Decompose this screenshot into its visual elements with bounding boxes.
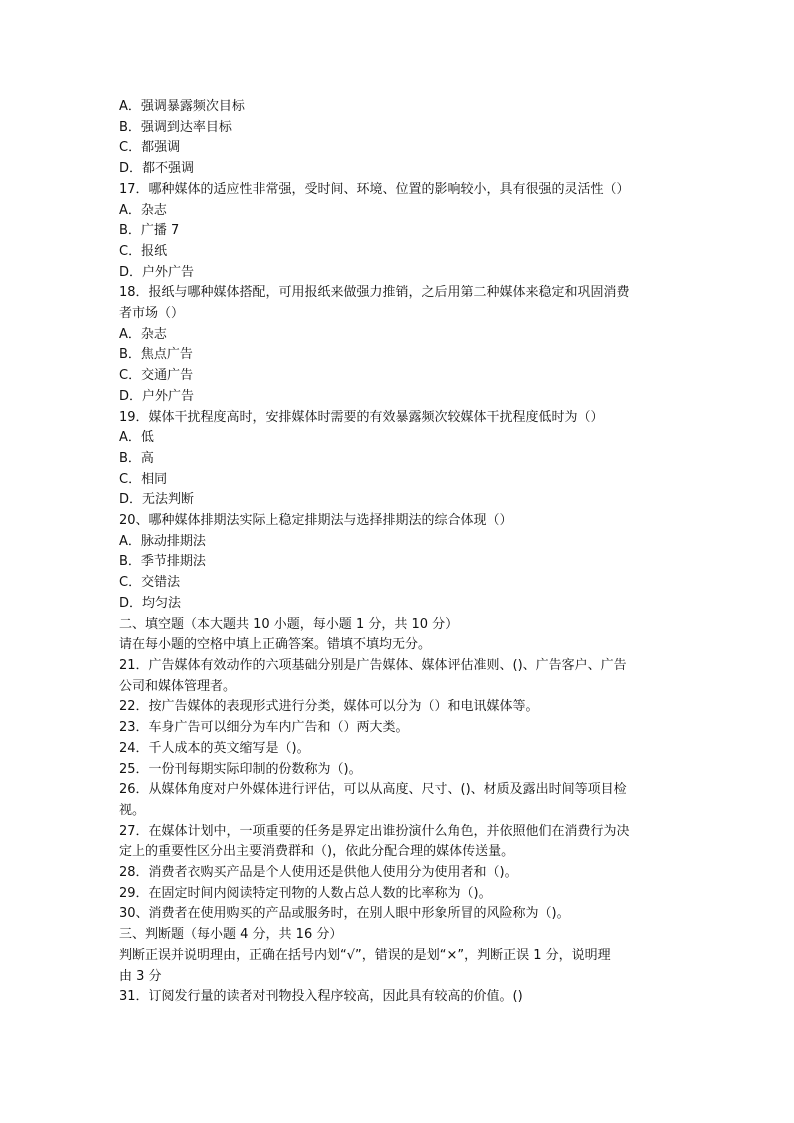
question-29: 29．在固定时间内阅读特定刊物的人数占总人数的比率称为（)。: [119, 885, 492, 901]
question-26-line-1: 26．从媒体角度对户外媒体进行评估，可以从高度、尺寸、()、材质及露出时间等项目检: [119, 782, 627, 798]
question-20: 20、哪种媒体排期法实际上稳定排期法与选择排期法的综合体现（）: [119, 513, 513, 529]
question-30: 30、消费者在使用购买的产品或服务时，在别人眼中形象所冒的风险称为（)。: [119, 906, 570, 922]
question-27-line-1: 27．在媒体计划中，一项重要的任务是界定出谁扮演什么角色，并依照他们在消费行为决: [119, 823, 630, 839]
question-27-line-2: 定上的重要性区分出主要消费群和（)，依此分配合理的媒体传送量。: [119, 844, 515, 860]
q20-option-a: A．脉动排期法: [119, 533, 206, 549]
option-d-line: D．都不强调: [119, 161, 195, 177]
q18-option-c: C．交通广告: [119, 368, 194, 384]
question-18-line-2: 者市场（）: [119, 306, 185, 322]
question-18-line-1: 18．报纸与哪种媒体搭配，可用报纸来做强力推销，之后用第二种媒体来稳定和巩固消费: [119, 285, 630, 301]
question-24: 24．千人成本的英文缩写是（)。: [119, 740, 310, 756]
question-23: 23．车身广告可以细分为车内广告和（）两大类。: [119, 720, 409, 736]
section-fill-blank-heading: 二、填空题（本大题共 10 小题，每小题 1 分，共 10 分）: [119, 616, 459, 632]
section-judgment-instructions-line-1: 判断正误并说明理由，正确在括号内划“√”，错误的是划“×”，判断正误 1 分，说明理: [119, 947, 611, 963]
q18-option-d: D．户外广告: [119, 388, 195, 404]
document-body: [119, 97, 679, 1008]
q18-option-a: A．杂志: [119, 326, 167, 342]
q17-option-a: A．杂志: [119, 202, 167, 218]
q20-option-d: D．均匀法: [119, 595, 182, 611]
q17-option-d: D．户外广告: [119, 264, 195, 280]
q17-option-c: C．报纸: [119, 243, 168, 259]
q19-option-c: C．相同: [119, 471, 168, 487]
question-28: 28．消费者衣购买产品是个人使用还是供他人使用分为使用者和（)。: [119, 865, 518, 881]
option-b-line: B．强调到达率目标: [119, 119, 232, 135]
question-21-line-2: 公司和媒体管理者。: [119, 678, 237, 694]
q19-option-d: D．无法判断: [119, 492, 195, 508]
q20-option-b: B．季节排期法: [119, 554, 206, 570]
question-17: 17．哪种媒体的适应性非常强，受时间、环境、位置的影响较小，具有很强的灵活性（）: [119, 181, 630, 197]
q18-option-b: B．焦点广告: [119, 347, 193, 363]
question-26-line-2: 视。: [119, 802, 146, 818]
question-22: 22．按广告媒体的表现形式进行分类，媒体可以分为（）和电讯媒体等。: [119, 699, 539, 715]
section-fill-blank-instructions: 请在每小题的空格中填上正确答案。错填不填均无分。: [119, 637, 432, 653]
section-judgment-instructions-line-2: 由 3 分: [119, 968, 162, 984]
question-25: 25．一份刊每期实际印制的份数称为（)。: [119, 761, 362, 777]
question-31: 31．订阅发行量的读者对刊物投入程序较高，因此具有较高的价值。(): [119, 989, 523, 1005]
option-a-line: A．强调暴露频次目标: [119, 99, 245, 114]
q19-option-a: A．低: [119, 430, 154, 446]
q19-option-b: B．高: [119, 450, 154, 466]
question-21-line-1: 21．广告媒体有效动作的六项基础分别是广告媒体、媒体评估准则、()、广告客户、广告: [119, 657, 627, 673]
q17-option-b: B．广播 7: [119, 223, 180, 239]
section-judgment-heading: 三、判断题（每小题 4 分，共 16 分）: [119, 927, 343, 943]
question-19: 19．媒体干扰程度高时，安排媒体时需要的有效暴露频次较媒体干扰程度低时为（）: [119, 409, 604, 425]
option-c-line: C．都强调: [119, 140, 181, 156]
q20-option-c: C．交错法: [119, 575, 181, 591]
